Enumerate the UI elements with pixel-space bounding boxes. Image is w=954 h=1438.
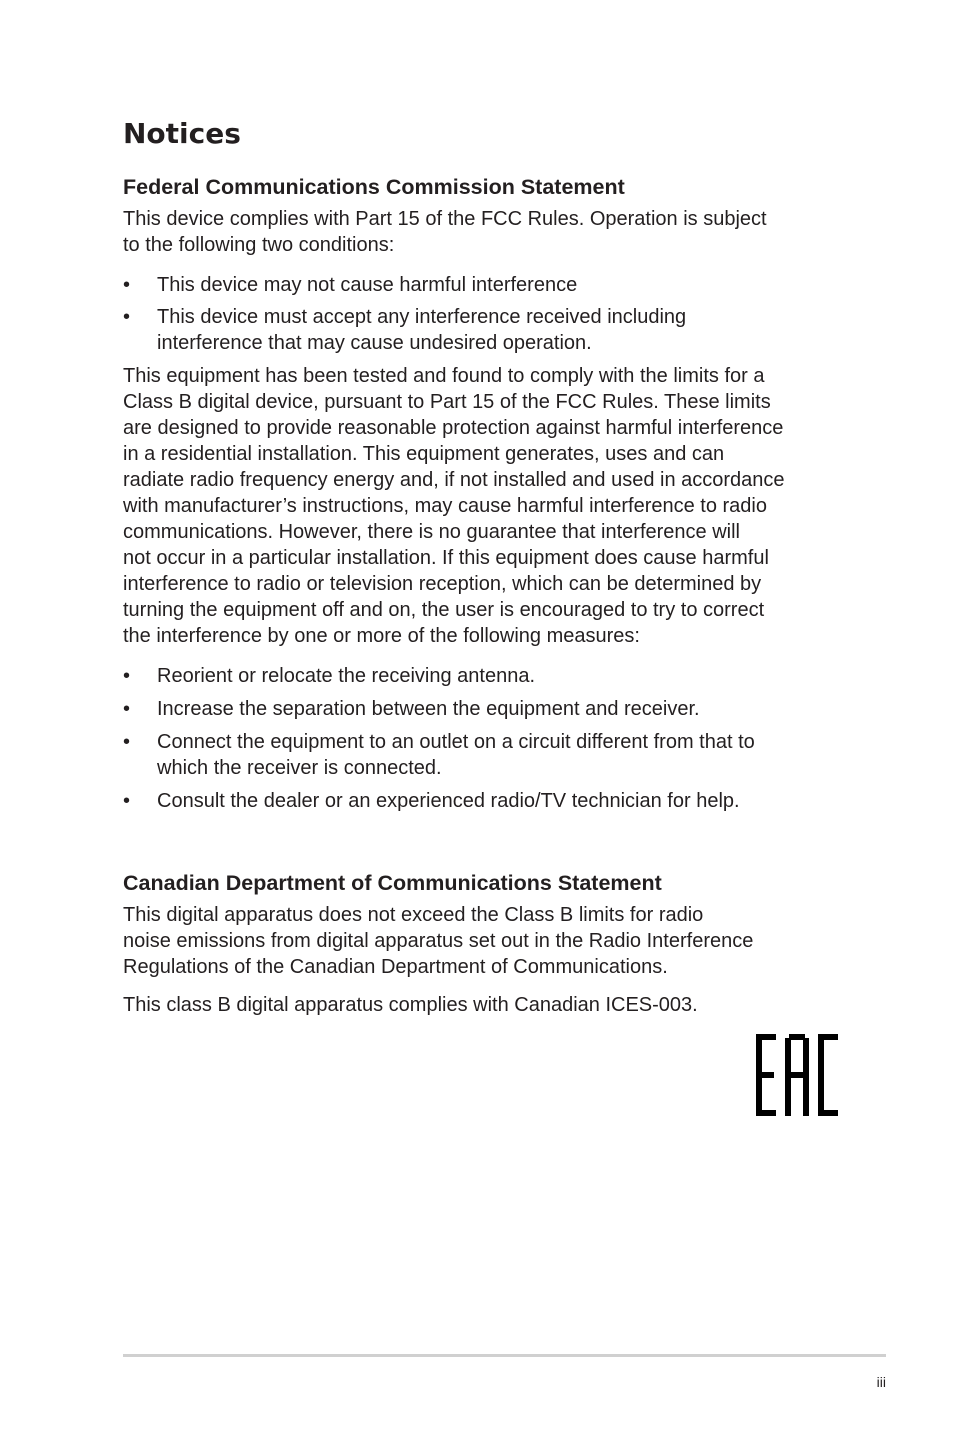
list-item: • This device may not cause harmful interference [123, 274, 578, 296]
page-title: Notices [123, 117, 241, 150]
footer-divider [123, 1354, 886, 1357]
fcc-section [123, 173, 848, 814]
canada-heading: Canadian Department of Communications Statement [123, 871, 662, 895]
list-item: • Reorient or relocate the receiving antenna. [123, 665, 536, 687]
fcc-conditions-list [123, 272, 848, 356]
canada-section [123, 869, 848, 1018]
canada-para-1: This digital apparatus does not exceed the Class B limits for radio noise emissions from digital apparatus set out in the Radio Interference Regulations of the Canadian Department of Communications. [123, 904, 754, 978]
fcc-intro: This device complies with Part 15 of the FCC Rules. Operation is subject to the following two conditions: [123, 208, 767, 256]
fcc-heading: Federal Communications Commission Statement [123, 175, 625, 199]
eac-mark-icon [756, 1034, 838, 1116]
canada-para-2: This class B digital apparatus complies with Canadian ICES-003. [123, 994, 698, 1016]
fcc-measures-list [123, 663, 848, 814]
list-item: • Connect the equipment to an outlet on a circuit different from that to which the receiver is connected. [123, 731, 755, 779]
page-number: iii [876, 1374, 886, 1390]
list-item: • This device must accept any interference received including interference that may cause undesired operation. [123, 306, 687, 354]
list-item: • Increase the separation between the equipment and receiver. [123, 698, 700, 720]
list-item: • Consult the dealer or an experienced radio/TV technician for help. [123, 790, 740, 812]
fcc-body: This equipment has been tested and found to comply with the limits for a Class B digital device, pursuant to Part 15 of the FCC Rules. These limits are designed to provide reasonable protection against harmful interference in a residential installation. This equipment generates, uses and can radiate radio frequency energy and, if not installed and used in accordance with manufacturer’s instructions, may cause harmful interference to radio communications. However, there is no guarantee that interference will not occur in a particular installation. If this equipment does cause harmful interference to radio or television reception, which can be determined by turning the equipment off and on, the user is encouraged to try to correct the interference by one or more of the following measures: [123, 365, 785, 647]
